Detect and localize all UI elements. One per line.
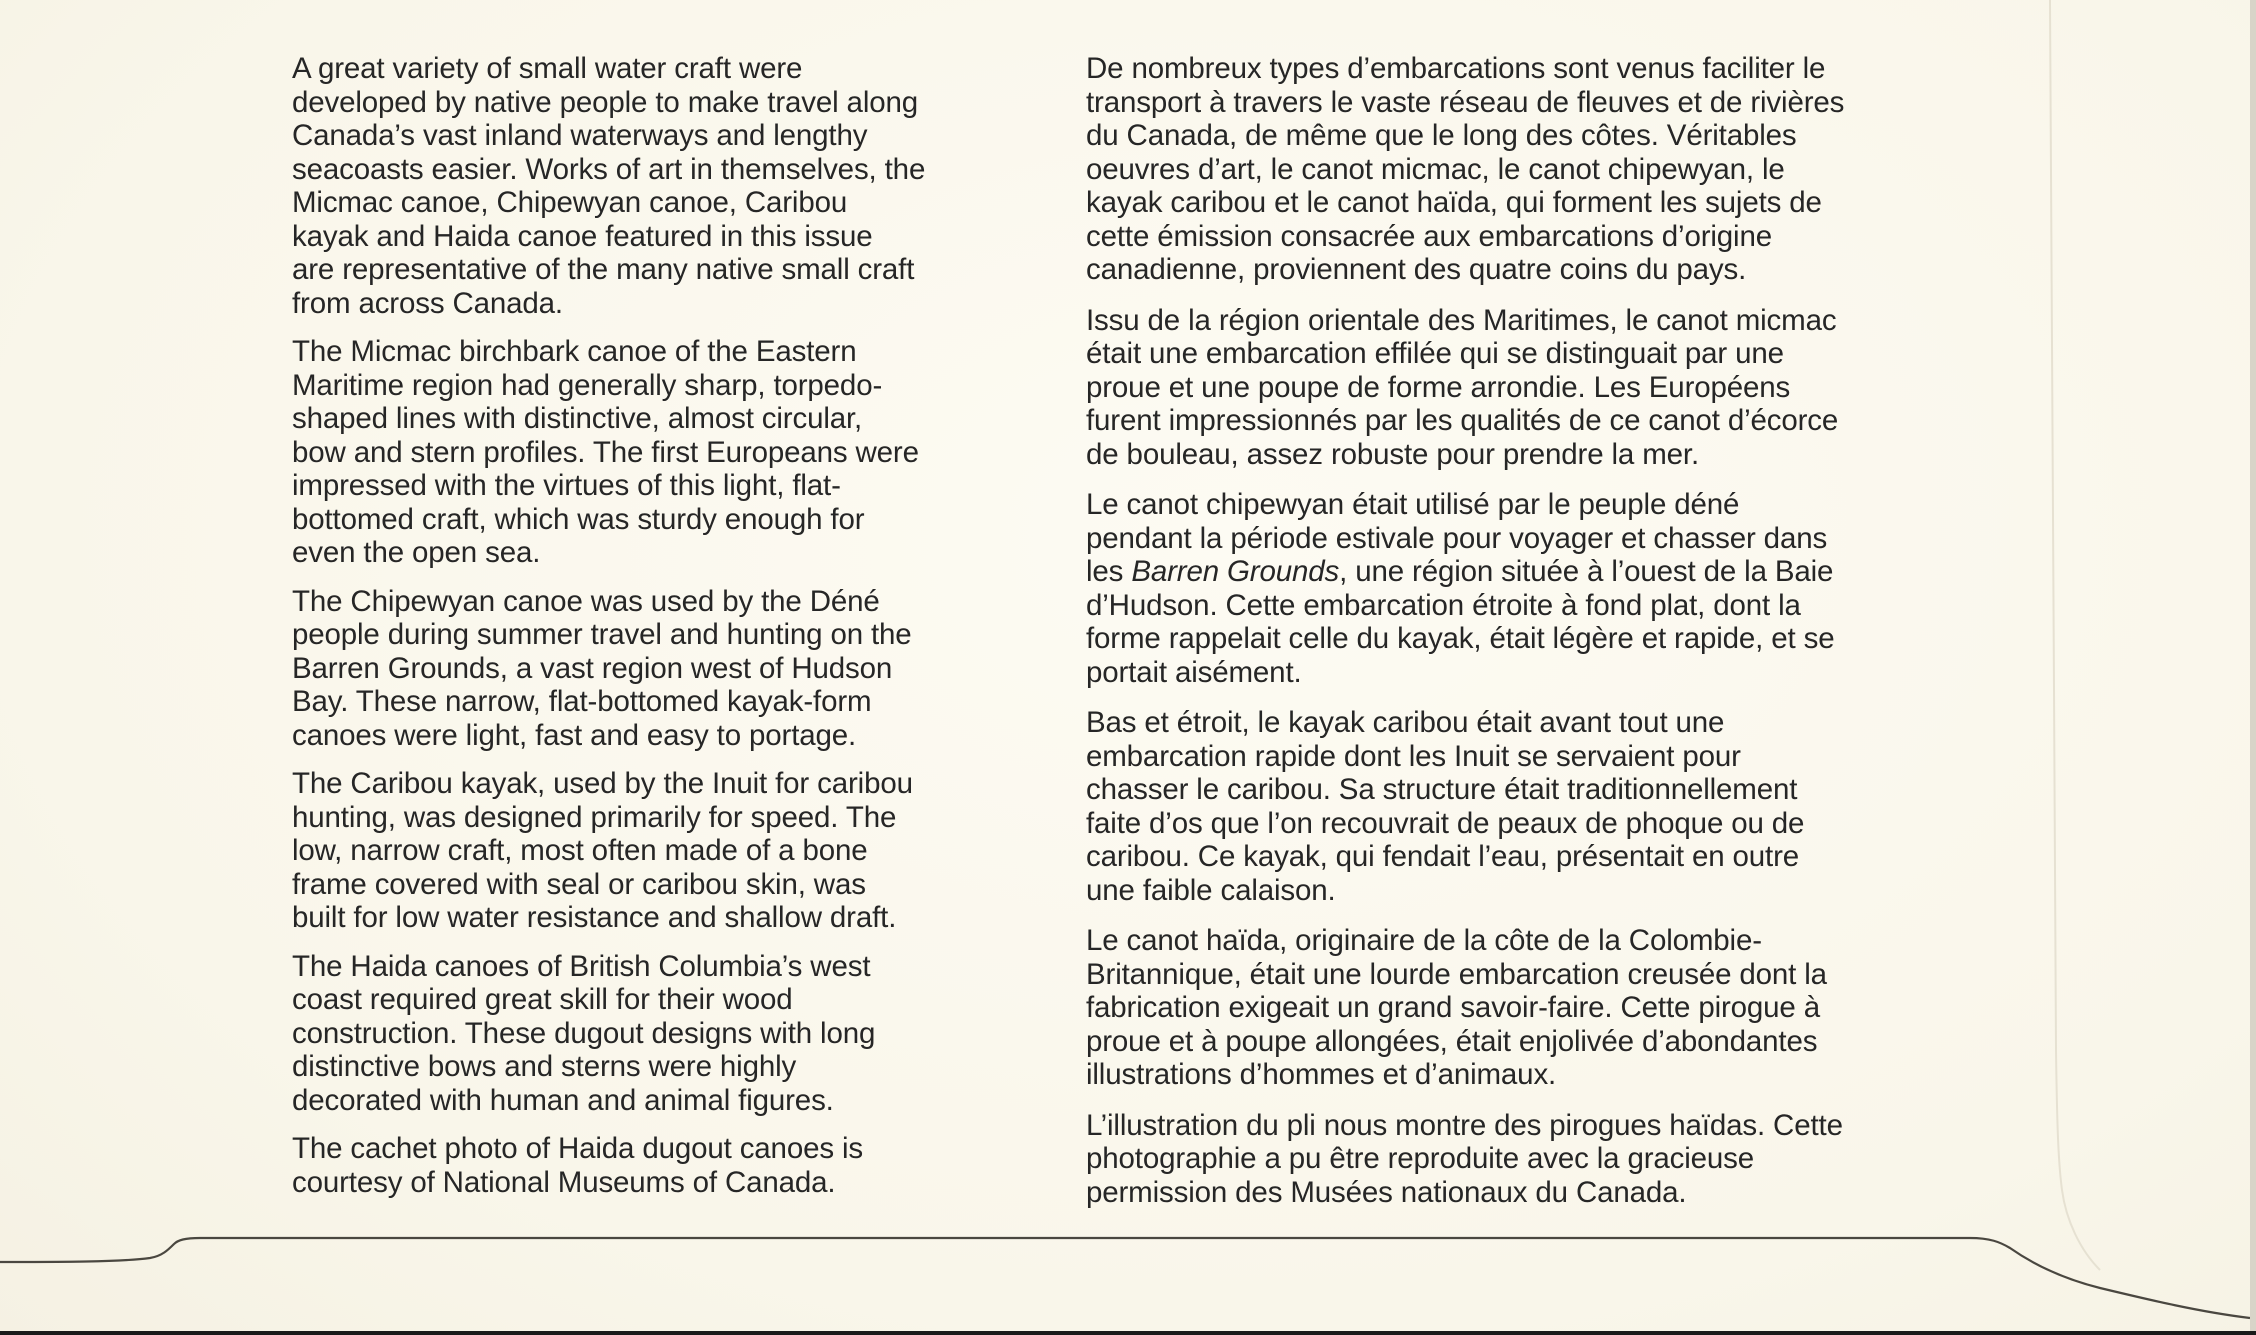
french-paragraph-caribou: Bas et étroit, le kayak caribou était avant tout une embarcation rapide dont les Inuit se servaient pour chasser le caribou. Sa structure était traditionnellement faite d’os que l’on recouvrait de peaux de phoque ou de caribou. Ce kayak, qui fendait l’eau, présentait en outre une faible calaison. — [1086, 706, 1805, 907]
french-paragraph-chipewyan — [1086, 488, 1936, 689]
french-paragraph-cachet: L’illustration du pli nous montre des pirogues haïdas. Cette photographie a pu être reproduite avec la gracieuse permission des Musées nationaux du Canada. — [1086, 1108, 1843, 1209]
english-text-column — [292, 52, 1012, 1214]
french-chipewyan-text-start: Le canot chipewyan était utilisé par le peuple déné pendant la période estivale pour voyager et chasser dans les — [1086, 488, 1828, 588]
french-paragraph-micmac: Issu de la région orientale des Maritimes, le canot micmac était une embarcation effilée qui se distinguait par une proue et une poupe de forme arrondie. Les Européens furent impressionnés par les qualités de ce canot d’écorce de bouleau, assez robuste pour prendre la mer. — [1086, 303, 1839, 471]
scan-edge-right — [2250, 0, 2256, 1335]
english-paragraph-chipewyan: The Chipewyan canoe was used by the Déné people during summer travel and hunting on the Barren Grounds, a vast region west of Hudson Bay. These narrow, flat-bottomed kayak-form canoes were light, fast and easy to portage. — [292, 584, 912, 752]
french-paragraph-intro: De nombreux types d’embarcations sont venus faciliter le transport à travers le vaste réseau de fleuves et de rivières du Canada, de même que le long des côtes. Véritables oeuvres d’art, le canot micmac, le canot chipewyan, le kayak caribou et le canot haïda, qui forment les sujets de cette émission consacrée aux embarcations d’origine canadienne, proviennent des quatre coins du pays. — [1086, 52, 1845, 286]
english-paragraph-haida: The Haida canoes of British Columbia’s west coast required great skill for their wood construction. These dugout designs with long distinctive bows and sterns were highly decorated with human and animal figures. — [292, 949, 876, 1117]
english-paragraph-cachet: The cachet photo of Haida dugout canoes is courtesy of National Museums of Canada. — [292, 1132, 863, 1199]
english-paragraph-caribou: The Caribou kayak, used by the Inuit for caribou hunting, was designed primarily for speed. The low, narrow craft, most often made of a bone frame covered with seal or caribou skin, was built for low water resistance and shallow draft. — [292, 767, 913, 934]
scan-edge-bottom — [0, 1331, 2256, 1335]
french-text-column — [1086, 52, 1936, 1226]
french-paragraph-haida: Le canot haïda, originaire de la côte de la Colombie- Britannique, était une lourde embarcation creusée dont la fabrication exigeait un grand savoir-faire. Cette pirogue à proue et à poupe allongées, était enjolivée d’abondantes illustrations d’hommes et d’animaux. — [1086, 924, 1827, 1091]
french-chipewyan-text-end: , une région située à l’ouest de la Baie d’Hudson. Cette embarcation étroite à fond plat, dont la forme rappelait celle du kayak, était légère et rapide, et se portait aisément. — [1086, 555, 1835, 689]
barren-grounds-italic: Barren Grounds — [1131, 555, 1340, 588]
english-paragraph-intro: A great variety of small water craft were developed by native people to make travel along Canada’s vast inland waterways and lengthy seacoasts easier. Works of art in themselves, the Micmac canoe, Chipewyan canoe, Caribou kayak and Haida canoe featured in this issue are representative of the many native small craft from across Canada. — [292, 52, 926, 320]
english-paragraph-micmac: The Micmac birchbark canoe of the Eastern Maritime region had generally sharp, torpedo- shaped lines with distinctive, almost circular, bow and stern profiles. The first Europeans were impressed with the virtues of this light, flat- bottomed craft, which was sturdy enough for even the open sea. — [292, 335, 919, 569]
